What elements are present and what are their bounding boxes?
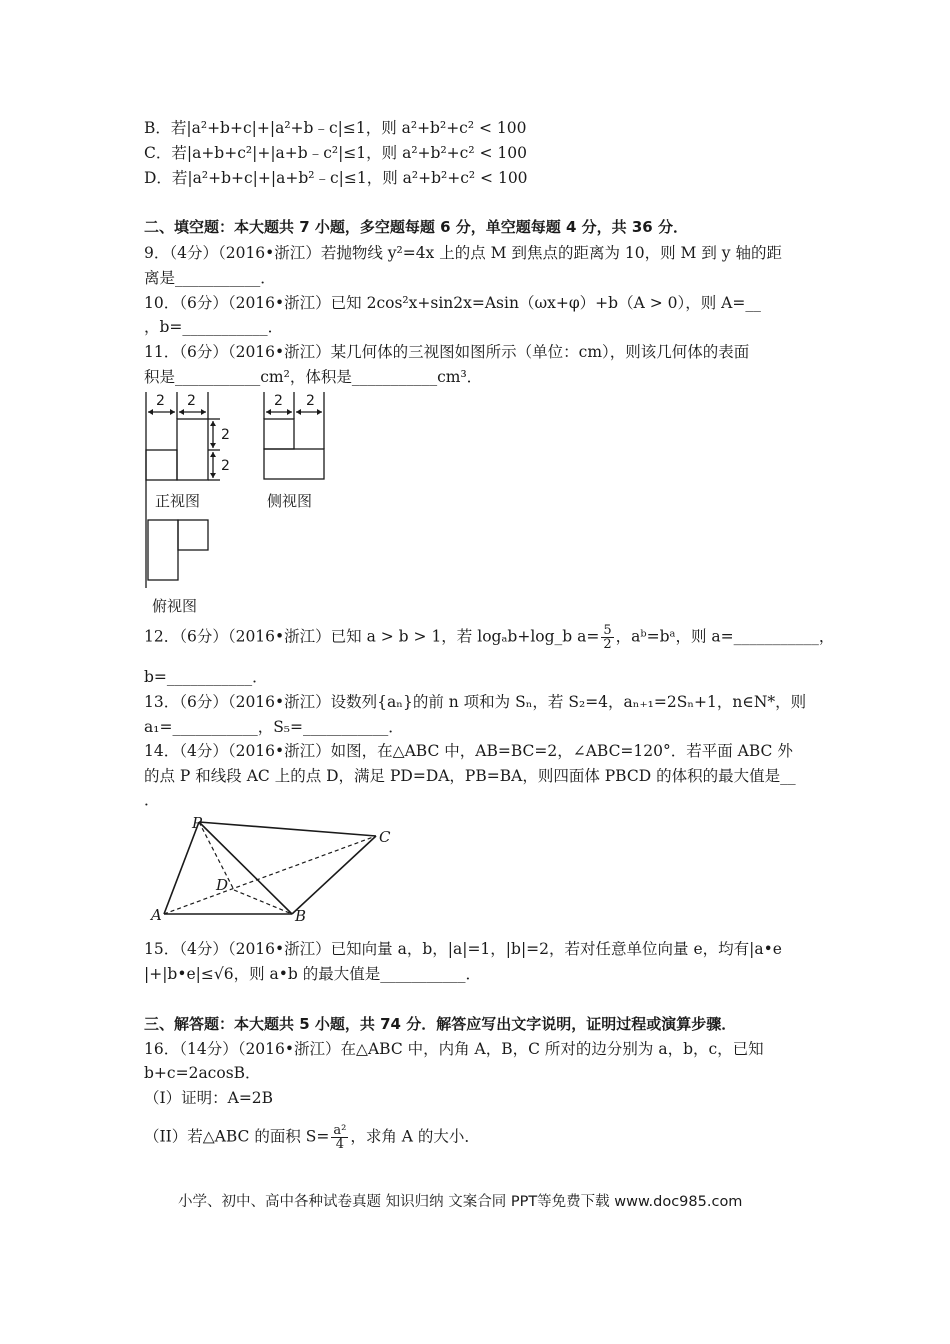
dim-label: 2 [274, 393, 283, 409]
q16-part2-text-a: （II）若△ABC 的面积 S= [144, 1127, 330, 1146]
fraction-denominator: 4 [335, 1137, 344, 1152]
dim-label: 2 [187, 393, 196, 409]
q12-text-b: ，aᵇ=bᵃ，则 a=___________， [615, 627, 835, 646]
q9-line2: 离是___________． [144, 269, 276, 287]
point-b: B [295, 907, 307, 924]
dim-label: 2 [306, 393, 315, 409]
q14-line3: ． [144, 791, 160, 809]
q16-part2-text-b: ，求角 A 的大小． [350, 1127, 480, 1146]
option-c: C．若|a+b+c²|+|a+b﹣c²|≤1，则 a²+b²+c² < 100 [144, 144, 527, 162]
point-p: P [192, 814, 203, 832]
q9-line1: 9．（4分）（2016•浙江）若抛物线 y²=4x 上的点 M 到焦点的距离为 10，则 M 到 y 轴的距 [144, 244, 782, 262]
q10-line2: ，b=___________． [144, 318, 284, 336]
q13-line1: 13．（6分）（2016•浙江）设数列{aₙ}的前 n 项和为 Sₙ，若 S₂=4，aₙ₊₁=2Sₙ+1，n∈N*，则 [144, 693, 807, 711]
q12-line1 [144, 624, 834, 651]
fraction-denominator: 2 [603, 637, 612, 652]
front-view-label: 正视图 [155, 492, 201, 510]
point-c: C [379, 828, 391, 846]
point-a: A [151, 906, 162, 924]
q11-line1: 11．（6分）（2016•浙江）某几何体的三视图如图所示（单位：cm），则该几何体的表面 [144, 343, 750, 361]
q12-text-a: 12．（6分）（2016•浙江）已知 a > b > 1，若 logₐb+log_b a= [144, 627, 600, 646]
side-view-label: 侧视图 [267, 492, 313, 510]
q14-line2: 的点 P 和线段 AC 上的点 D，满足 PD=DA，PB=BA，则四面体 PBCD 的体积的最大值是__ [144, 767, 796, 785]
q11-line2: 积是___________cm²，体积是___________cm³． [144, 368, 483, 386]
q16-part1: （I）证明：A=2B [144, 1089, 274, 1107]
option-d: D．若|a²+b+c|+|a+b²﹣c|≤1，则 a²+b²+c² < 100 [144, 169, 528, 187]
section3-heading: 三、解答题：本大题共 5 小题，共 74 分．解答应写出文字说明，证明过程或演算步骤． [144, 1015, 737, 1033]
q16-line1: 16．（14分）（2016•浙江）在△ABC 中，内角 A，B，C 所对的边分别为 a，b，c，已知 [144, 1040, 764, 1058]
q16-part2 [144, 1124, 480, 1151]
q12-fraction [601, 624, 613, 651]
option-b: B．若|a²+b+c|+|a²+b﹣c|≤1，则 a²+b²+c² < 100 [144, 119, 527, 137]
q12-line2: b=___________． [144, 668, 268, 686]
three-view-figure [144, 388, 344, 616]
q13-line2: a₁=___________，S₅=___________． [144, 718, 404, 736]
q15-line1: 15．（4分）（2016•浙江）已知向量 a，b，|a|=1，|b|=2，若对任意单位向量 e，均有|a•e [144, 940, 782, 958]
fraction-numerator: 5 [603, 623, 612, 638]
dim-label: 2 [156, 393, 165, 409]
top-view-label: 俯视图 [152, 597, 198, 615]
point-d: D [216, 876, 229, 894]
q10-line1: 10．（6分）（2016•浙江）已知 2cos²x+sin2x=Asin（ωx+φ）+b（A > 0），则 A=__ [144, 294, 761, 312]
dim-label: 2 [221, 458, 230, 474]
fraction-numerator: a² [333, 1123, 347, 1138]
dim-label: 2 [221, 427, 230, 443]
tetrahedron-figure [144, 812, 404, 924]
footer-text: 小学、初中、高中各种试卷真题 知识归纳 文案合同 PPT等免费下载 www.doc985.com [178, 1194, 743, 1210]
q14-line1: 14．（4分）（2016•浙江）如图，在△ABC 中，AB=BC=2，∠ABC=120°．若平面 ABC 外 [144, 742, 793, 760]
q15-line2: |+|b•e|≤√6，则 a•b 的最大值是___________． [144, 965, 482, 983]
q16-line2: b+c=2acosB． [144, 1064, 261, 1082]
section2-heading: 二、填空题：本大题共 7 小题，多空题每题 6 分，单空题每题 4 分，共 36 分． [144, 218, 688, 236]
q16-fraction [331, 1124, 348, 1151]
